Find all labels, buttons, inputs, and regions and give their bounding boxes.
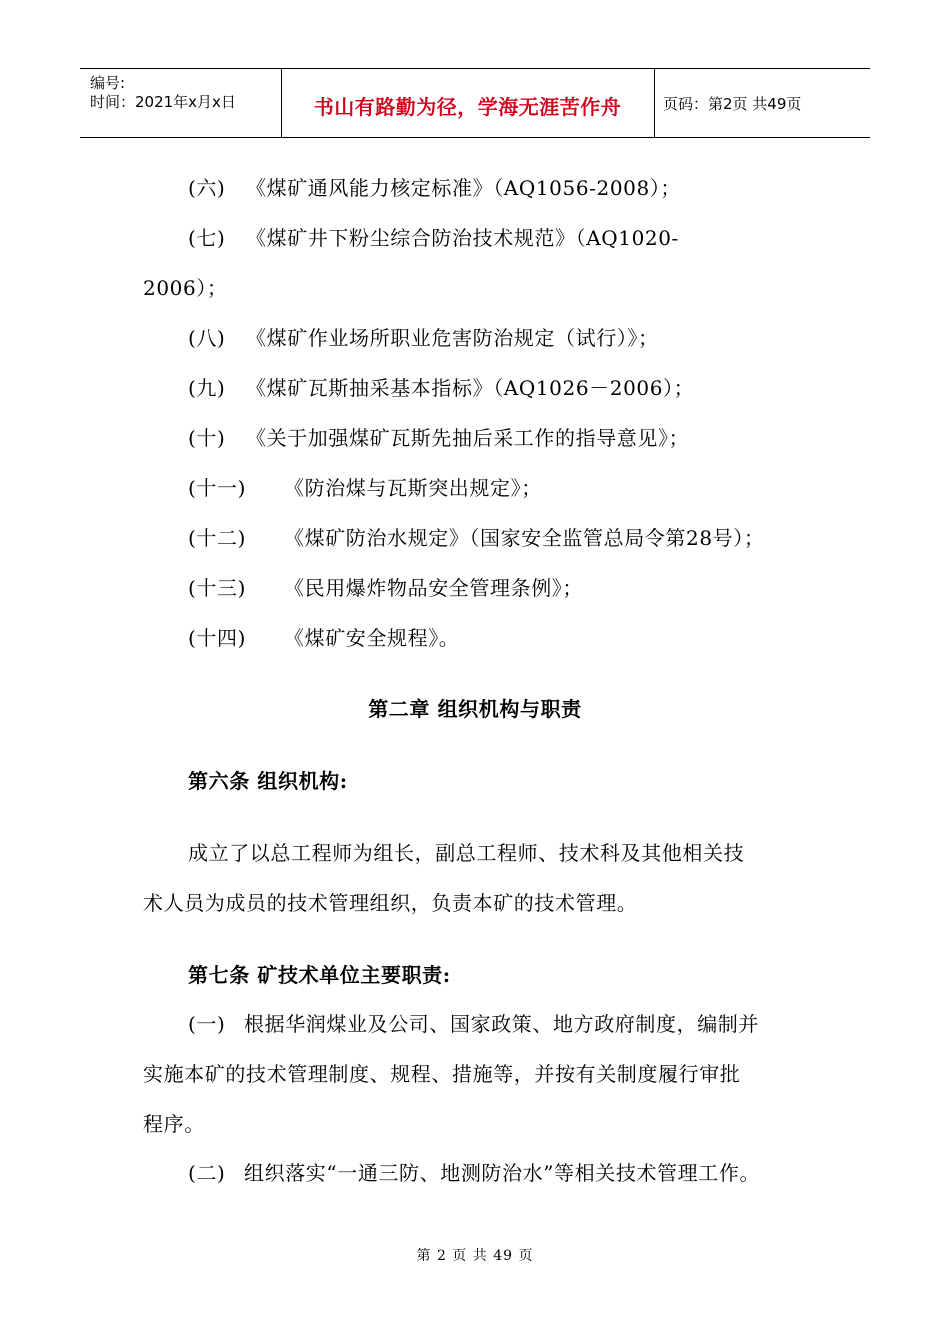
duty-item-text: 根据华润煤业及公司、国家政策、地方政府制度，编制并 <box>244 1012 759 1036</box>
header-middle-cell <box>281 69 655 137</box>
list-item-number: (十四) <box>188 626 247 650</box>
list-item <box>188 222 679 251</box>
list-item <box>188 572 583 601</box>
document-date: 时间：2021年x月x日 <box>90 93 236 111</box>
article-7-heading: 第七条 矿技术单位主要职责: <box>188 963 451 987</box>
list-item-number: (七) <box>188 226 226 250</box>
duty-item-text: 组织落实“一通三防、地测防治水”等相关技术管理工作。 <box>244 1161 761 1185</box>
list-item <box>188 372 694 401</box>
header-left-cell <box>80 69 282 137</box>
list-item-text: 《防治煤与瓦斯突出规定》； <box>284 476 542 500</box>
list-item-text: 《煤矿作业场所职业危害防治规定（试行）》； <box>246 326 659 350</box>
page-footer: 第 2 页 共 49 页 <box>416 1248 534 1264</box>
duty-item-continuation: 实施本矿的技术管理制度、规程、措施等，并按有关制度履行审批 <box>143 1062 741 1086</box>
list-item-continuation: 2006）； <box>143 276 228 300</box>
duty-item-number: (二) <box>188 1161 226 1185</box>
list-item-number: (九) <box>188 376 226 400</box>
chapter-title: 第二章 组织机构与职责 <box>368 697 582 721</box>
article-6-paragraph-line: 术人员为成员的技术管理组织，负责本矿的技术管理。 <box>143 891 638 915</box>
list-item <box>188 172 681 201</box>
duty-item <box>188 1008 759 1037</box>
list-item <box>188 472 542 501</box>
list-item <box>188 322 659 351</box>
article-6-paragraph-line: 成立了以总工程师为组长，副总工程师、技术科及其他相关技 <box>188 841 745 865</box>
document-number-label: 编号: <box>90 74 126 92</box>
page-header <box>80 68 870 138</box>
list-item-number: (十一) <box>188 476 247 500</box>
list-item-text: 《煤矿安全规程》。 <box>284 626 460 650</box>
list-item-text: 《煤矿通风能力核定标准》（AQ1056-2008）； <box>246 176 681 200</box>
list-item-number: (十二) <box>188 526 247 550</box>
list-item-number: (十) <box>188 426 226 450</box>
list-item-text: 《关于加强煤矿瓦斯先抽后采工作的指导意见》； <box>246 426 690 450</box>
list-item <box>188 422 689 451</box>
duty-item-number: (一) <box>188 1012 226 1036</box>
list-item-number: (十三) <box>188 576 247 600</box>
list-item-number: (六) <box>188 176 226 200</box>
article-6-heading: 第六条 组织机构: <box>188 769 348 793</box>
header-right-cell <box>655 69 870 137</box>
duty-item <box>188 1157 760 1186</box>
list-item-text: 《煤矿防治水规定》（国家安全监管总局令第28号）； <box>284 526 765 550</box>
list-item <box>188 522 764 551</box>
list-item-text: 《煤矿井下粉尘综合防治技术规范》（AQ1020- <box>246 226 679 250</box>
list-item-text: 《民用爆炸物品安全管理条例》； <box>284 576 583 600</box>
list-item <box>188 622 459 651</box>
header-motto: 书山有路勤为径，学海无涯苦作舟 <box>313 95 622 119</box>
duty-item-continuation: 程序。 <box>143 1112 205 1136</box>
list-item-text: 《煤矿瓦斯抽采基本指标》（AQ1026－2006）； <box>246 376 695 400</box>
header-page-info: 页码：第2页 共49页 <box>663 95 802 113</box>
list-item-number: (八) <box>188 326 226 350</box>
